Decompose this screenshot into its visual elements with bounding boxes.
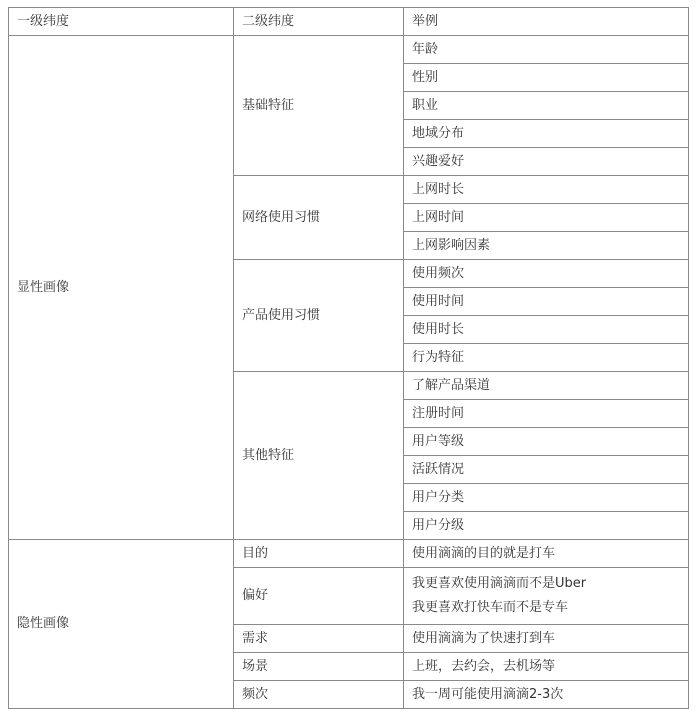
dimension-table xyxy=(8,7,689,709)
level2-network-habits: 网络使用习惯 xyxy=(234,176,404,260)
example-cell: 地域分布 xyxy=(404,120,689,148)
level2-preference: 偏好 xyxy=(234,568,404,625)
example-cell: 上网时间 xyxy=(404,204,689,232)
example-line: 我更喜欢打快车而不是专车 xyxy=(412,600,569,615)
table-row xyxy=(9,36,689,64)
level2-demand: 需求 xyxy=(234,625,404,653)
example-cell: 注册时间 xyxy=(404,400,689,428)
example-cell: 使用滴滴的目的就是打车 xyxy=(404,540,689,568)
level2-frequency: 频次 xyxy=(234,681,404,709)
example-line: 我更喜欢使用滴滴而不是Uber xyxy=(412,576,587,591)
example-cell: 性别 xyxy=(404,64,689,92)
example-cell: 职业 xyxy=(404,92,689,120)
example-cell-multi xyxy=(404,568,689,625)
header-example: 举例 xyxy=(404,8,689,36)
example-cell: 活跃情况 xyxy=(404,456,689,484)
example-cell: 我一周可能使用滴滴2-3次 xyxy=(404,681,689,709)
example-cell: 用户分级 xyxy=(404,512,689,540)
example-cell: 兴趣爱好 xyxy=(404,148,689,176)
example-cell: 了解产品渠道 xyxy=(404,372,689,400)
example-cell: 行为特征 xyxy=(404,344,689,372)
example-cell: 用户分类 xyxy=(404,484,689,512)
level2-purpose: 目的 xyxy=(234,540,404,568)
example-cell: 上班，去约会，去机场等 xyxy=(404,653,689,681)
example-cell: 使用频次 xyxy=(404,260,689,288)
header-row xyxy=(9,8,689,36)
header-level2: 二级纬度 xyxy=(234,8,404,36)
example-cell: 上网时长 xyxy=(404,176,689,204)
table-row xyxy=(9,540,689,568)
level1-implicit: 隐性画像 xyxy=(9,540,234,709)
level2-basic-features: 基础特征 xyxy=(234,36,404,176)
example-cell: 上网影响因素 xyxy=(404,232,689,260)
level1-explicit: 显性画像 xyxy=(9,36,234,540)
level2-other-features: 其他特征 xyxy=(234,372,404,540)
example-cell: 使用滴滴为了快速打到车 xyxy=(404,625,689,653)
level2-scenario: 场景 xyxy=(234,653,404,681)
example-cell: 年龄 xyxy=(404,36,689,64)
level2-product-habits: 产品使用习惯 xyxy=(234,260,404,372)
header-level1: 一级纬度 xyxy=(9,8,234,36)
example-cell: 使用时间 xyxy=(404,288,689,316)
example-cell: 使用时长 xyxy=(404,316,689,344)
example-cell: 用户等级 xyxy=(404,428,689,456)
